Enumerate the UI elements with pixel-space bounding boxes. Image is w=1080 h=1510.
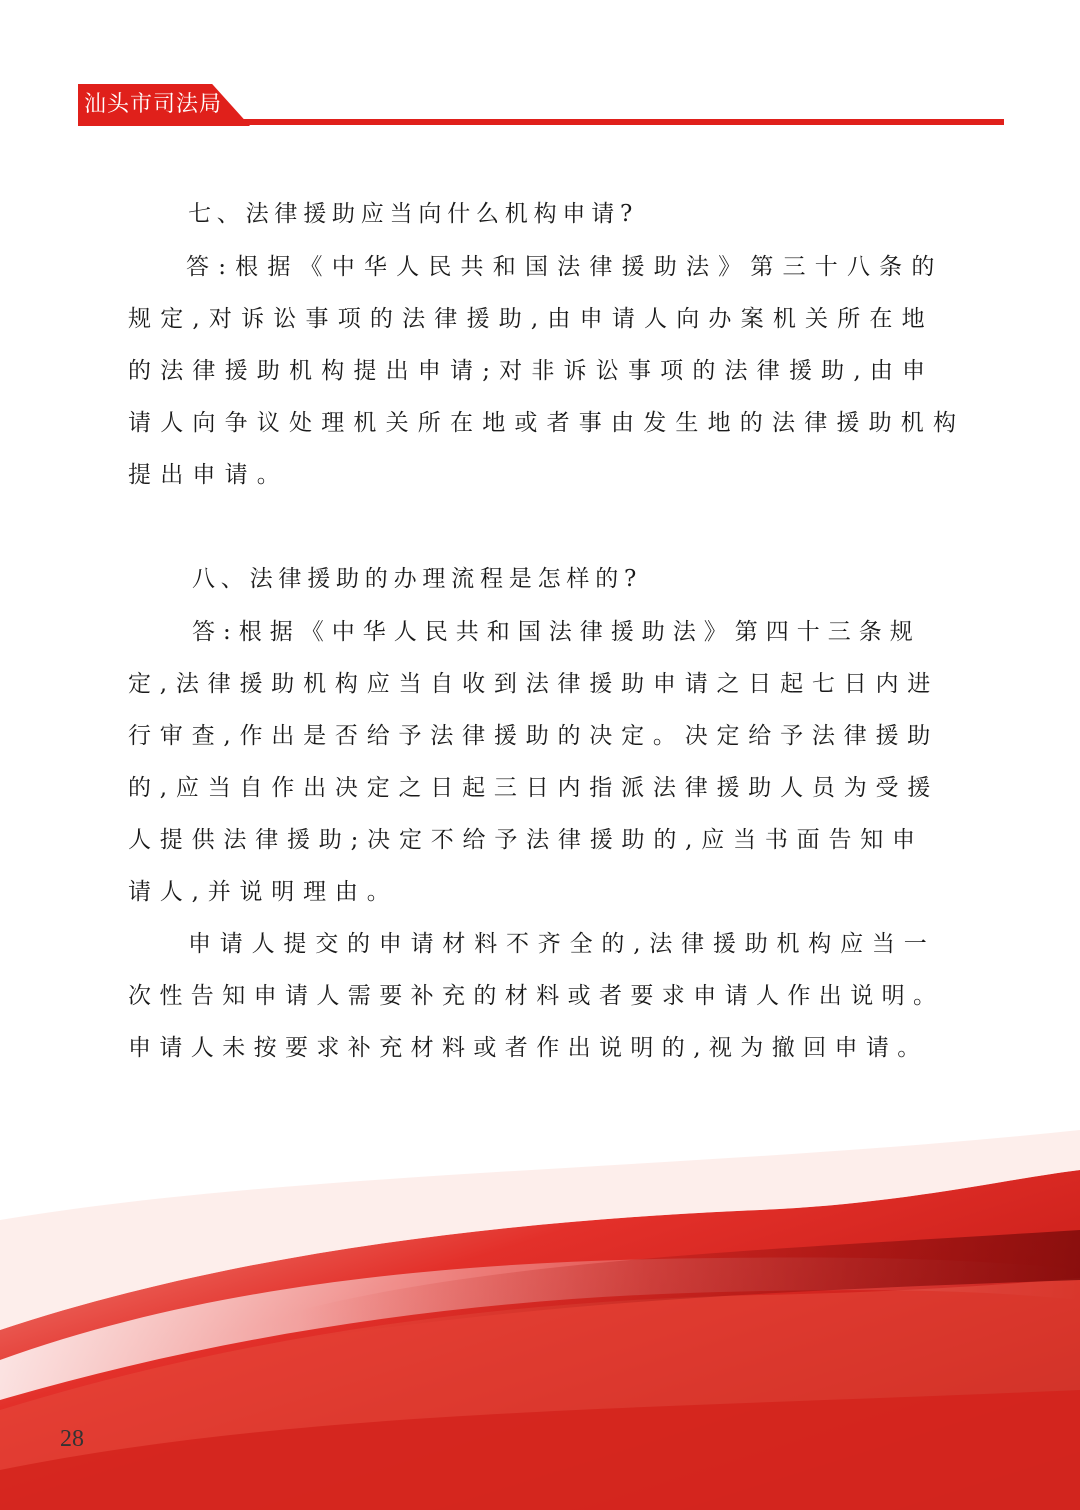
- section-7-answer-line-5: 提出申请。: [128, 462, 289, 488]
- section-8-answer-line-5: 人提供法律援助;决定不给予法律援助的,应当书面告知申: [128, 827, 924, 853]
- header-rule: [78, 119, 1004, 125]
- section-7-heading: 七、法律援助应当向什么机构申请?: [188, 201, 639, 227]
- page-number: 28: [60, 1426, 84, 1452]
- section-8-answer-line-6: 请人,并说明理由。: [128, 879, 399, 905]
- section-8-extra-line-1: 申请人提交的申请材料不齐全的,法律援助机构应当一: [188, 931, 936, 957]
- section-8-extra-line-2: 次性告知申请人需要补充的材料或者要求申请人作出说明。: [128, 983, 945, 1009]
- decorative-red-wave: [0, 1110, 1080, 1510]
- section-8-heading: 八、法律援助的办理流程是怎样的?: [192, 566, 643, 592]
- section-8-answer-line-4: 的,应当自作出决定之日起三日内指派法律援助人员为受援: [128, 775, 940, 801]
- section-8-extra-line-3: 申请人未按要求补充材料或者作出说明的,视为撤回申请。: [128, 1035, 929, 1061]
- header-title: 汕头市司法局: [84, 92, 223, 117]
- section-7-answer-line-4: 请人向争议处理机关所在地或者事由发生地的法律援助机构: [128, 410, 966, 436]
- section-8-answer-line-1: 答:根据《中华人民共和国法律援助法》第四十三条规: [192, 619, 921, 645]
- section-7-answer-line-1: 答:根据《中华人民共和国法律援助法》第三十八条的: [186, 254, 944, 280]
- section-7-answer-line-3: 的法律援助机构提出申请;对非诉讼事项的法律援助,由申: [128, 358, 935, 384]
- section-7-answer-line-2: 规定,对诉讼事项的法律援助,由申请人向办案机关所在地: [128, 306, 934, 332]
- section-8-answer-line-3: 行审查,作出是否给予法律援助的决定。决定给予法律援助: [128, 723, 940, 749]
- section-8-answer-line-2: 定,法律援助机构应当自收到法律援助申请之日起七日内进: [128, 671, 940, 697]
